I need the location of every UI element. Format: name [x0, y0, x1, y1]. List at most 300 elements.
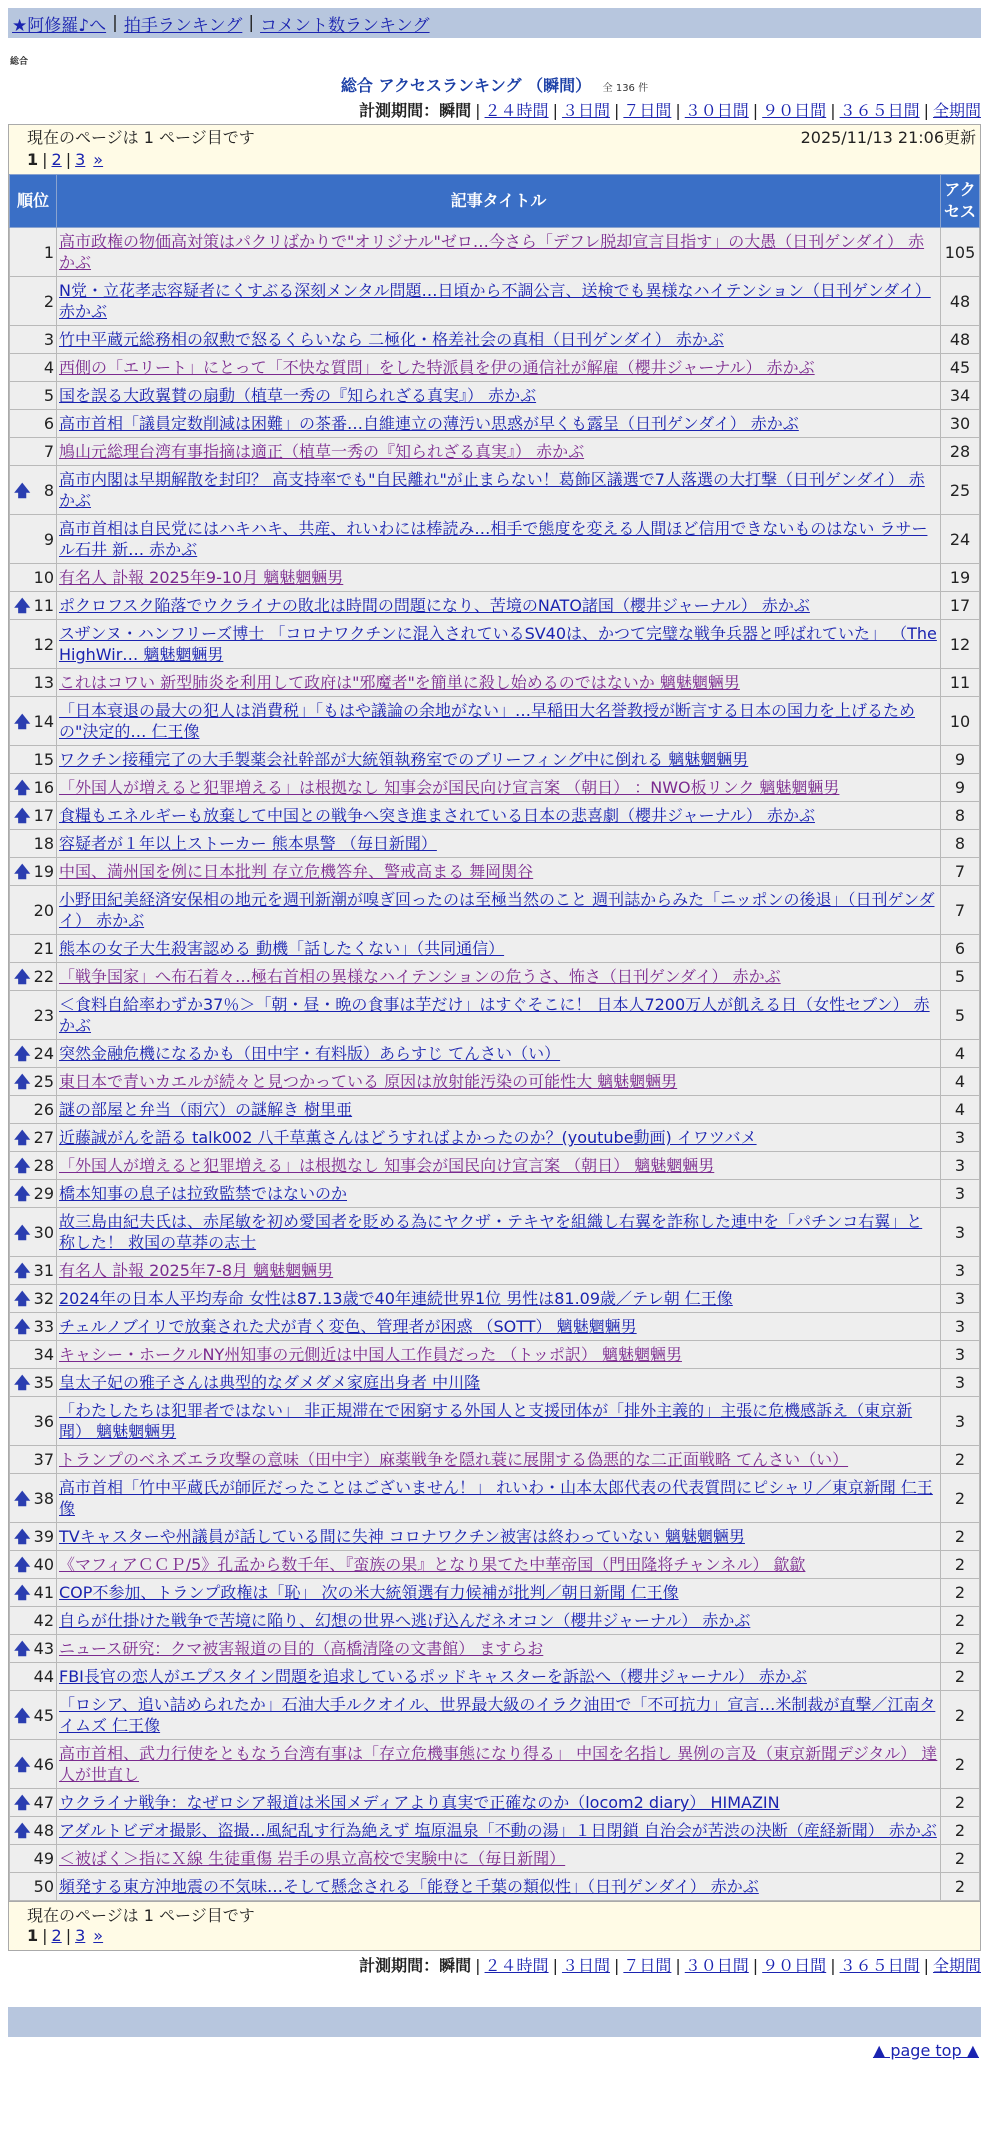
rank-up-arrow-icon: 🡅 [14, 1793, 31, 1812]
rank-up-arrow-icon: 🡅 [14, 1639, 31, 1658]
pager-bottom [27, 1926, 980, 1946]
article-title-link[interactable]: 突然金融危機になるかも（田中宇・有料版）あらすじ てんさい（い） [59, 1044, 561, 1063]
article-title-link[interactable]: 「外国人が増えると犯罪増える」は根拠なし 知事会が国民向け宣言案 （朝日） 魑魅魍魎男 [59, 1156, 715, 1175]
table-row [10, 1397, 980, 1446]
article-title-link[interactable]: 高市首相は自民党にはハキハキ、共産、れいわには棒読み…相手で態度を変える人間ほど信用できないものはない ラサール石井 新… 赤かぶ [59, 519, 928, 559]
updated-time: 2025/11/13 21:06更新 [800, 128, 976, 147]
article-title-link[interactable]: 鳩山元総理台湾有事指摘は適正（植草一秀の『知られざる真実』） 赤かぶ [59, 442, 585, 461]
title-cell [57, 1845, 941, 1873]
title-cell [57, 228, 941, 277]
rank-number: 24 [33, 1044, 54, 1063]
access-count-cell: 9 [941, 774, 980, 802]
rank-cell [10, 1369, 57, 1397]
rank-number: 21 [33, 939, 54, 958]
nav-separator: | [248, 13, 255, 33]
article-title-link[interactable]: 「戦争国家」へ布石着々…極右首相の異様なハイテンションの危うさ、怖さ（日刊ゲンダイ） 赤かぶ [59, 967, 781, 986]
access-count-cell: 7 [941, 858, 980, 886]
period-separator: | [613, 1956, 620, 1975]
title-cell [57, 1341, 941, 1369]
rank-up-arrow-icon: 🡅 [14, 1222, 31, 1242]
article-title-link[interactable]: 高市内閣は早期解散を封印？ 高支持率でも"自民離れ"が止まらない！葛飾区議選で7人落選の大打撃（日刊ゲンダイ） 赤かぶ [59, 470, 925, 510]
rank-number: 35 [33, 1373, 54, 1392]
table-row [10, 277, 980, 326]
rank-cell [10, 1152, 57, 1180]
access-count-cell: 2 [941, 1789, 980, 1817]
rank-cell [10, 1068, 57, 1096]
period-link[interactable]: 全期間 [932, 1956, 981, 1975]
rank-cell [10, 1579, 57, 1607]
rank-cell [10, 1040, 57, 1068]
access-count-cell: 17 [941, 592, 980, 620]
rank-cell [10, 466, 57, 515]
access-count-cell: 8 [941, 802, 980, 830]
table-row [10, 1579, 980, 1607]
table-row [10, 1873, 980, 1901]
title-cell [57, 1397, 941, 1446]
rank-cell [10, 620, 57, 669]
home-link[interactable]: ★阿修羅♪へ [12, 15, 107, 36]
period-label: 計測期間： [359, 1956, 440, 1975]
access-count-cell: 2 [941, 1663, 980, 1691]
rank-cell [10, 886, 57, 935]
rank-up-arrow-icon: 🡅 [14, 596, 31, 615]
table-row [10, 1285, 980, 1313]
article-title-link[interactable]: ニュース研究：クマ被害報道の目的（高橋清隆の文書館） ますらお [59, 1639, 544, 1658]
rank-number: 20 [33, 900, 54, 920]
rank-number: 13 [33, 673, 54, 692]
access-count-cell: 2 [941, 1551, 980, 1579]
rank-cell [10, 1789, 57, 1817]
article-title-link[interactable]: 竹中平蔵元総務相の叙勲で怒るくらいなら 二極化・格差社会の真相（日刊ゲンダイ） 赤かぶ [59, 330, 724, 349]
rank-cell [10, 1663, 57, 1691]
article-title-link[interactable]: 故三島由紀夫氏は、赤尾敏を初め愛国者を貶める為にヤクザ・テキヤを組織し右翼を詐称した連中を「パチンコ右翼」と称した！ 救国の草莽の志士 [59, 1212, 923, 1252]
access-count-cell: 3 [941, 1285, 980, 1313]
title-cell [57, 515, 941, 564]
title-cell [57, 438, 941, 466]
period-separator: | [475, 1956, 481, 1975]
access-count-cell: 11 [941, 669, 980, 697]
ranking-body [10, 228, 980, 1901]
page-title [0, 73, 989, 96]
rank-cell [10, 669, 57, 697]
table-row [10, 991, 980, 1040]
title-cell [57, 1740, 941, 1789]
period-selector [0, 100, 981, 122]
rank-up-arrow-icon: 🡅 [14, 1373, 31, 1392]
table-row [10, 228, 980, 277]
access-count-cell: 48 [941, 326, 980, 354]
access-count-cell: 4 [941, 1068, 980, 1096]
article-title-link[interactable]: 「日本衰退の最大の犯人は消費税」「もはや議論の余地がない」…早稲田大名誉教授が断言する日本の国力を上げるための"決定的… 仁王像 [59, 701, 916, 741]
pager-current: 1 [27, 150, 39, 169]
rank-up-arrow-icon: 🡅 [14, 1044, 31, 1063]
article-title-link[interactable]: 有名人 訃報 2025年7-8月 魑魅魍魎男 [59, 1261, 334, 1280]
article-title-link[interactable]: 「外国人が増えると犯罪増える」は根拠なし 知事会が国民向け宣言案 （朝日） ：NWO板リンク 魑魅魍魎男 [59, 778, 840, 797]
rank-cell [10, 1873, 57, 1901]
rank-number: 16 [33, 778, 54, 797]
period-selector-bottom [0, 1955, 981, 1977]
rank-number: 19 [33, 862, 54, 881]
table-row [10, 620, 980, 669]
period-separator: | [675, 101, 681, 120]
rank-number: 9 [43, 529, 54, 549]
article-title-link[interactable]: 有名人 訃報 2025年9-10月 魑魅魍魎男 [59, 568, 344, 587]
period-separator: | [830, 101, 836, 120]
rank-number: 26 [33, 1100, 54, 1119]
table-row [10, 564, 980, 592]
clap-ranking-link[interactable]: 拍手ランキング [123, 15, 243, 36]
rank-up-arrow-icon: 🡅 [14, 1705, 31, 1725]
rank-number: 12 [33, 634, 54, 654]
pager-separator: | [42, 150, 48, 169]
access-count-cell: 3 [941, 1152, 980, 1180]
rank-number: 4 [43, 358, 54, 377]
rank-cell [10, 830, 57, 858]
rank-up-arrow-icon: 🡅 [14, 1156, 31, 1175]
title-cell [57, 963, 941, 991]
rank-up-arrow-icon: 🡅 [14, 1289, 31, 1308]
table-row [10, 592, 980, 620]
article-title-link[interactable]: 謎の部屋と弁当（雨穴）の謎解き 樹里亜 [59, 1100, 353, 1119]
article-title-link[interactable]: 小野田紀美経済安保相の地元を週刊新潮が嗅ぎ回ったのは至極当然のこと 週刊誌からみた「ニッポンの後退」（日刊ゲンダイ） 赤かぶ [59, 890, 935, 930]
table-row [10, 1635, 980, 1663]
table-row [10, 1040, 980, 1068]
rank-up-arrow-icon: 🡅 [14, 1317, 31, 1336]
table-row [10, 354, 980, 382]
rank-number: 43 [33, 1639, 54, 1658]
rank-number: 6 [43, 414, 54, 433]
title-cell [57, 935, 941, 963]
access-count-cell: 2 [941, 1635, 980, 1663]
table-row [10, 669, 980, 697]
period-link[interactable]: ２４時間 [484, 1956, 549, 1975]
period-separator: | [613, 101, 620, 120]
access-count-cell: 2 [941, 1579, 980, 1607]
rank-number: 23 [33, 1005, 54, 1025]
table-row [10, 830, 980, 858]
table-header [10, 175, 980, 228]
title-cell [57, 669, 941, 697]
rank-number: 7 [43, 442, 54, 461]
table-row [10, 1208, 980, 1257]
period-link[interactable]: ７日間 [623, 101, 672, 120]
table-row [10, 1691, 980, 1740]
article-title-link[interactable]: 食糧もエネルギーも放棄して中国との戦争へ突き進まされている日本の悲喜劇（櫻井ジャーナル） 赤かぶ [59, 806, 815, 825]
period-link[interactable]: ３０日間 [684, 101, 749, 120]
article-title-link[interactable]: スザンヌ・ハンフリーズ博士 「コロナワクチンに混入されているSV40は、かつて完璧な戦争兵器と呼ばれていた」 （The HighWir… 魑魅魍魎男 [59, 624, 937, 664]
rank-number: 41 [33, 1583, 54, 1602]
article-title-link[interactable]: これはコワい 新型肺炎を利用して政府は"邪魔者"を簡単に殺し始めるのではないか 魑魅魍魎男 [59, 673, 740, 692]
title-cell [57, 1635, 941, 1663]
period-link[interactable]: ２４時間 [484, 101, 549, 120]
page-top-link[interactable]: ▲ page top ▲ [872, 2041, 979, 2060]
rank-up-arrow-icon: 🡅 [14, 480, 31, 500]
article-title-link[interactable]: 「ロシア、追い詰められたか」石油大手ルクオイル、世界最大級のイラク油田で「不可抗力」宣言…米制裁が直撃／江南タイムズ 仁王像 [59, 1695, 936, 1735]
table-row [10, 1845, 980, 1873]
article-title-link[interactable]: チェルノブイリで放棄された犬が青く変色、管理者が困惑 （SOTT） 魑魅魍魎男 [59, 1317, 637, 1336]
table-row [10, 1152, 980, 1180]
access-count-cell: 19 [941, 564, 980, 592]
table-row [10, 1663, 980, 1691]
rank-cell [10, 1817, 57, 1845]
article-title-link[interactable]: 自らが仕掛けた戦争で苦境に陥り、幻想の世界へ逃げ込んだネオコン（櫻井ジャーナル） 赤かぶ [59, 1611, 751, 1630]
rank-cell [10, 1257, 57, 1285]
rank-number: 15 [33, 750, 54, 769]
pager-page-link[interactable]: 3 [75, 1926, 86, 1945]
category-tag: 総合 [10, 57, 29, 67]
period-separator: | [752, 101, 759, 120]
article-title-link[interactable]: ＜被ばく＞指にＸ線 生徒重傷 岩手の県立高校で実験中に（毎日新聞） [59, 1849, 566, 1868]
rank-cell [10, 438, 57, 466]
pager-next-link[interactable]: » [93, 150, 104, 169]
title-cell [57, 697, 941, 746]
period-link[interactable]: ３６５日間 [839, 1956, 920, 1975]
rank-number: 49 [33, 1849, 54, 1868]
title-cell [57, 774, 941, 802]
title-cell [57, 1152, 941, 1180]
access-count-cell: 2 [941, 1873, 980, 1901]
title-cell [57, 746, 941, 774]
rank-cell [10, 382, 57, 410]
rank-column-header: 順位 [10, 175, 57, 228]
access-count-cell: 3 [941, 1313, 980, 1341]
article-title-link[interactable]: 高市首相「竹中平蔵氏が師匠だったことはございません！」 れいわ・山本太郎代表の代表質問にピシャリ／東京新聞 仁王像 [59, 1478, 933, 1518]
period-link[interactable]: ３日間 [561, 1956, 610, 1975]
article-title-link[interactable]: FBI長官の恋人がエプスタイン問題を追求しているポッドキャスターを訴訟へ（櫻井ジャーナル） 赤かぶ [59, 1667, 807, 1686]
title-cell [57, 354, 941, 382]
period-link[interactable]: ９０日間 [762, 101, 827, 120]
access-count-cell: 4 [941, 1096, 980, 1124]
period-link[interactable]: ３０日間 [684, 1956, 749, 1975]
title-cell [57, 410, 941, 438]
rank-cell [10, 228, 57, 277]
title-cell [57, 1873, 941, 1901]
article-title-link[interactable]: キャシー・ホークルNY州知事の元側近は中国人工作員だった （トッポ訳） 魑魅魍魎男 [59, 1345, 682, 1364]
table-row [10, 1124, 980, 1152]
rank-cell [10, 1180, 57, 1208]
title-cell [57, 858, 941, 886]
access-count-cell: 5 [941, 991, 980, 1040]
rank-up-arrow-icon: 🡅 [14, 1821, 31, 1840]
rank-cell [10, 1551, 57, 1579]
access-count-cell: 10 [941, 697, 980, 746]
access-count-cell: 3 [941, 1208, 980, 1257]
table-row [10, 1551, 980, 1579]
title-column-header: 記事タイトル [57, 175, 941, 228]
access-count-cell: 3 [941, 1397, 980, 1446]
current-page-text: 現在のページは 1 ページ目です [27, 128, 255, 147]
table-row [10, 1789, 980, 1817]
rank-number: 25 [33, 1072, 54, 1091]
article-title-link[interactable]: アダルトビデオ撮影、盗撮…風紀乱す行為絶えず 塩原温泉「不動の湯」１日閉鎖 自治会が苦渋の決断（産経新聞） 赤かぶ [59, 1821, 937, 1840]
table-row [10, 1607, 980, 1635]
rank-cell [10, 354, 57, 382]
access-count-cell: 34 [941, 382, 980, 410]
pager-page-link[interactable]: 2 [51, 150, 62, 169]
article-title-link[interactable]: 高市首相、武力行使をともなう台湾有事は「存立危機事態になり得る」 中国を名指し 異例の言及（東京新聞デジタル） 達人が世直し [59, 1744, 938, 1784]
pager-page-link[interactable]: 3 [75, 150, 86, 169]
article-title-link[interactable]: トランプのベネズエラ攻撃の意味（田中宇）麻薬戦争を隠れ蓑に展開する偽悪的な二正面戦略 てんさい（い） [59, 1450, 849, 1469]
rank-number: 22 [33, 967, 54, 986]
pager-next-link[interactable]: » [93, 1926, 104, 1945]
article-title-link[interactable]: 高市首相「議員定数削減は困難」の茶番…自維連立の薄汚い思惑が早くも露呈（日刊ゲンダイ） 赤かぶ [59, 414, 799, 433]
access-count-cell: 2 [941, 1523, 980, 1551]
article-title-link[interactable]: TVキャスターや州議員が話している間に失神 コロナワクチン被害は終わっていない 魑魅魍魎男 [59, 1527, 745, 1546]
title-cell [57, 1285, 941, 1313]
ranking-table [9, 174, 980, 1901]
article-title-link[interactable]: 西側の「エリート」にとって「不快な質問」をした特派員を伊の通信社が解雇（櫻井ジャーナル） 赤かぶ [59, 358, 815, 377]
table-row [10, 858, 980, 886]
rank-cell [10, 1096, 57, 1124]
table-row [10, 1817, 980, 1845]
bottom-info [8, 1902, 981, 1951]
rank-cell [10, 1285, 57, 1313]
total-count: 全 136 件 [602, 83, 649, 94]
page-title-text: 総合 アクセスランキング （瞬間） [340, 76, 592, 95]
article-title-link[interactable]: 近藤誠がんを語る talk002 八千草薫さんはどうすればよかったのか？(youtube動画) イワツバメ [59, 1128, 757, 1147]
period-link[interactable]: 全期間 [932, 101, 981, 120]
title-cell [57, 1096, 941, 1124]
access-count-cell: 4 [941, 1040, 980, 1068]
rank-number: 31 [33, 1261, 54, 1280]
access-count-cell: 24 [941, 515, 980, 564]
access-count-cell: 9 [941, 746, 980, 774]
page-info [9, 125, 980, 148]
article-title-link[interactable]: 皇太子妃の雅子さんは典型的なダメダメ家庭出身者 中川隆 [59, 1373, 481, 1392]
article-title-link[interactable]: 東日本で青いカエルが続々と見つかっている 原因は放射能汚染の可能性大 魑魅魍魎男 [59, 1072, 678, 1091]
access-count-cell: 2 [941, 1446, 980, 1474]
article-title-link[interactable]: 橋本知事の息子は拉致監禁ではないのか [59, 1184, 348, 1203]
rank-up-arrow-icon: 🡅 [14, 1583, 31, 1602]
rank-number: 39 [33, 1527, 54, 1546]
article-title-link[interactable]: 高市政権の物価高対策はパクリばかりで"オリジナル"ゼロ…今さら「デフレ脱却宣言目指す」の大愚（日刊ゲンダイ） 赤かぶ [59, 232, 925, 272]
article-title-link[interactable]: ウクライナ戦争：なぜロシア報道は米国メディアより真実で正確なのか（locom2 diary） HIMAZIN [59, 1793, 780, 1812]
rank-up-arrow-icon: 🡅 [14, 1128, 31, 1147]
rank-up-arrow-icon: 🡅 [14, 778, 31, 797]
access-count-cell: 7 [941, 886, 980, 935]
table-row [10, 1341, 980, 1369]
period-link[interactable]: ７日間 [623, 1956, 672, 1975]
article-title-link[interactable]: 「わたしたちは犯罪者ではない」 非正規滞在で困窮する外国人と支援団体が「排外主義的」主張に危機感訴え（東京新聞） 魑魅魍魎男 [59, 1401, 913, 1441]
table-row [10, 697, 980, 746]
article-title-link[interactable]: ワクチン接種完了の大手製薬会社幹部が大統領執務室でのブリーフィング中に倒れる 魑魅魍魎男 [59, 750, 749, 769]
access-count-cell: 8 [941, 830, 980, 858]
article-title-link[interactable]: 国を誤る大政翼賛の扇動（植草一秀の『知られざる真実』） 赤かぶ [59, 386, 537, 405]
table-row [10, 1313, 980, 1341]
access-count-cell: 48 [941, 277, 980, 326]
article-title-link[interactable]: ＜食料自給率わずか37％＞「朝・昼・晩の食事は芋だけ」はすぐそこに！ 日本人7200万人が飢える日（女性セブン） 赤かぶ [59, 995, 930, 1035]
article-title-link[interactable]: ポクロフスク陥落でウクライナの敗北は時間の問題になり、苦境のNATO諸国（櫻井ジャーナル） 赤かぶ [59, 596, 810, 615]
rank-cell [10, 1607, 57, 1635]
rank-cell [10, 410, 57, 438]
article-title-link[interactable]: 容疑者が１年以上ストーカー 熊本県警 （毎日新聞） [59, 834, 437, 853]
title-cell [57, 326, 941, 354]
title-cell [57, 1257, 941, 1285]
article-title-link[interactable]: 中国、満州国を例に日本批判 存立危機答弁、警戒高まる 舞岡関谷 [59, 862, 534, 881]
pager-page-link[interactable]: 2 [51, 1926, 62, 1945]
article-title-link[interactable]: 2024年の日本人平均寿命 女性は87.13歳で40年連続世界1位 男性は81.09歳／テレ朝 仁王像 [59, 1289, 733, 1308]
rank-cell [10, 1740, 57, 1789]
title-cell [57, 1663, 941, 1691]
rank-number: 14 [33, 711, 54, 731]
rank-number: 2 [43, 291, 54, 311]
rank-number: 47 [33, 1793, 54, 1812]
rank-number: 50 [33, 1877, 54, 1896]
access-count-cell: 45 [941, 354, 980, 382]
rank-number: 46 [33, 1754, 54, 1774]
period-link[interactable]: ３日間 [561, 101, 610, 120]
rank-number: 11 [33, 596, 54, 615]
period-link[interactable]: ９０日間 [762, 1956, 827, 1975]
access-count-cell: 105 [941, 228, 980, 277]
table-row [10, 746, 980, 774]
table-row [10, 326, 980, 354]
access-count-cell: 2 [941, 1817, 980, 1845]
rank-number: 36 [33, 1411, 54, 1431]
period-separator: | [552, 101, 558, 120]
access-count-cell: 3 [941, 1369, 980, 1397]
article-title-link[interactable]: COP不参加、トランプ政権は「恥」 次の米大統領選有力候補が批判／朝日新聞 仁王像 [59, 1583, 679, 1602]
page-top-area [0, 2041, 979, 2060]
rank-up-arrow-icon: 🡅 [14, 1754, 31, 1774]
title-cell [57, 592, 941, 620]
access-count-cell: 2 [941, 1845, 980, 1873]
article-title-link[interactable]: 熊本の女子大生殺害認める 動機「話したくない」（共同通信） [59, 939, 505, 958]
rank-number: 5 [43, 386, 54, 405]
period-current: 瞬間 [439, 101, 472, 120]
rank-cell [10, 858, 57, 886]
title-cell [57, 991, 941, 1040]
rank-cell [10, 1341, 57, 1369]
comment-ranking-link[interactable]: コメント数ランキング [260, 15, 430, 36]
rank-cell [10, 1313, 57, 1341]
title-cell [57, 1369, 941, 1397]
rank-cell [10, 564, 57, 592]
rank-up-arrow-icon: 🡅 [14, 1184, 31, 1203]
title-cell [57, 564, 941, 592]
rank-cell [10, 592, 57, 620]
access-count-cell: 28 [941, 438, 980, 466]
pager-separator: | [65, 1926, 72, 1945]
rank-cell [10, 746, 57, 774]
article-title-link[interactable]: 《マフィアＣＣＰ/5》孔孟から数千年、『蛮族の果』となり果てた中華帝国（門田隆将チャンネル） 歙歙 [59, 1555, 806, 1574]
article-title-link[interactable]: 頻発する東方沖地震の不気味…そして懸念される「能登と千葉の類似性」（日刊ゲンダイ） 赤かぶ [59, 1877, 759, 1896]
footer-bar [8, 2007, 981, 2037]
table-row [10, 1180, 980, 1208]
table-row [10, 515, 980, 564]
title-cell [57, 1180, 941, 1208]
period-separator: | [923, 1956, 929, 1975]
table-row [10, 886, 980, 935]
article-title-link[interactable]: N党・立花孝志容疑者にくすぶる深刻メンタル問題…日頃から不調公言、送検でも異様なハイテンション（日刊ゲンダイ） 赤かぶ [59, 281, 931, 321]
title-cell [57, 1068, 941, 1096]
rank-number: 18 [33, 834, 54, 853]
title-cell [57, 1446, 941, 1474]
rank-number: 1 [43, 242, 54, 262]
rank-up-arrow-icon: 🡅 [14, 1555, 31, 1574]
rank-cell [10, 1208, 57, 1257]
access-count-cell: 2 [941, 1691, 980, 1740]
title-cell [57, 1607, 941, 1635]
ranking-box [8, 124, 981, 1902]
rank-up-arrow-icon: 🡅 [14, 1072, 31, 1091]
access-count-cell: 2 [941, 1474, 980, 1523]
period-link[interactable]: ３６５日間 [839, 101, 920, 120]
access-count-cell: 3 [941, 1124, 980, 1152]
table-row [10, 1446, 980, 1474]
period-label: 計測期間： [359, 101, 440, 120]
title-cell [57, 382, 941, 410]
